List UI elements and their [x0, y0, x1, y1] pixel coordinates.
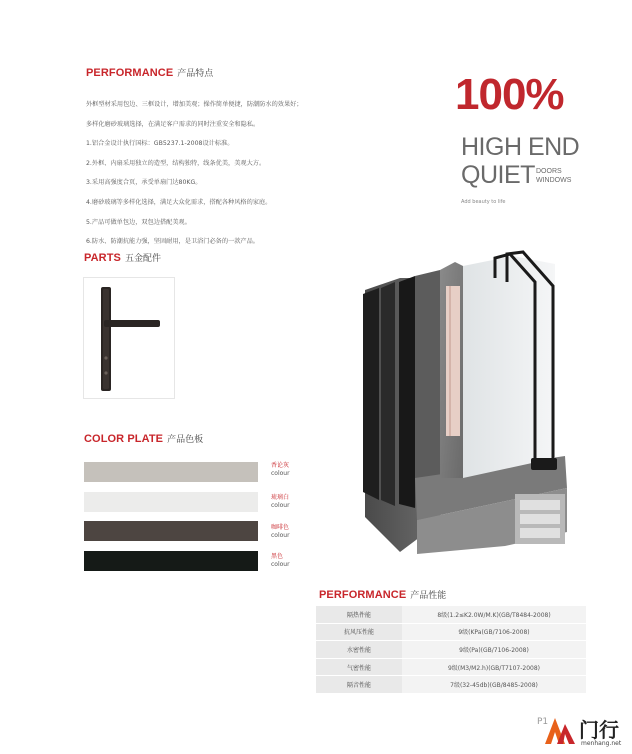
performance-table-heading-en: PERFORMANCE [319, 589, 407, 601]
parts-heading-en: PARTS [84, 252, 121, 264]
performance-table [316, 606, 586, 694]
feature-line: 4.磨砂玻璃等多样化选择，满足大众化需求，搭配各种风格的家庭。 [86, 198, 272, 206]
table-row [316, 658, 586, 676]
color-plate-heading-en: COLOR PLATE [84, 433, 164, 445]
logo-mark-icon [543, 716, 577, 746]
swatch-name-en: colour [271, 502, 290, 509]
swatch-coffee-label [271, 524, 290, 540]
swatch-coffee [84, 521, 258, 541]
swatch-name-en: colour [271, 532, 290, 539]
brand-doors: DOORS [536, 168, 562, 175]
table-row [316, 606, 586, 623]
door-handle-image [83, 277, 175, 399]
feature-line: 3.采用高强度合页，承受单扇门达80KG。 [86, 179, 202, 187]
logo-text-zh: 门行 [579, 718, 619, 742]
swatch-black [84, 551, 258, 571]
swatch-name-zh: 咖啡色 [271, 524, 290, 531]
table-row [316, 623, 586, 641]
table-value: 9级(KPa(GB/7106-2008) [402, 623, 586, 641]
window-profile-image [345, 242, 595, 562]
brand-100-percent: 100% [455, 70, 564, 119]
table-row [316, 641, 586, 659]
swatch-white-label [271, 494, 290, 510]
performance-heading [86, 66, 213, 79]
table-row [316, 676, 586, 694]
table-key: 抗风压性能 [316, 623, 402, 641]
parts-heading-zh: 五金配件 [124, 253, 161, 263]
swatch-grey-label [271, 462, 290, 478]
feature-line: 5.产品可做单包边，双包边搭配美观。 [86, 218, 191, 226]
feature-line: 多样化磨砂玻璃选择，在满足客户需求的同时注重安全和隐私。 [86, 120, 260, 128]
feature-line: 2.外框、内扇采用独立的造型，结构独特，线条优美，美观大方。 [86, 159, 266, 167]
brand-high-end: HIGH END [461, 133, 580, 161]
table-value: 8级(1.2≤K2.0W/M.K)(GB/T8484-2008) [402, 606, 586, 623]
table-key: 隔热件能 [316, 606, 402, 623]
brand-tagline: Add beauty to life [461, 199, 506, 205]
swatch-black-label [271, 553, 290, 569]
brand-quiet: QUIET [461, 161, 535, 189]
parts-heading [84, 251, 161, 264]
table-key: 水密性能 [316, 641, 402, 659]
performance-table-heading [319, 588, 446, 601]
table-value: 7级(32-45db)(GB/8485-2008) [402, 676, 586, 694]
page-number: P1 [537, 717, 549, 727]
brand-doors-windows [536, 167, 571, 185]
performance-feature-list [86, 95, 386, 252]
performance-heading-en: PERFORMANCE [86, 67, 174, 79]
table-value: 9级(Pa)(GB/7106-2008) [402, 641, 586, 659]
color-plate-heading [84, 432, 203, 445]
swatch-name-zh: 黑色 [271, 553, 284, 560]
table-key: 气密性能 [316, 658, 402, 676]
logo-text-en: menhang.net [581, 740, 622, 747]
table-value: 9级(M3/M2.h)(GB/T7107-2008) [402, 658, 586, 676]
feature-line: 1.铝合金设计执行国标：GB5237.1-2008设计标准。 [86, 140, 234, 148]
feature-line: 外框型材采用包边、三框设计，增加美观；操作简单便捷，防潮防水的效果好； [86, 101, 303, 108]
color-plate-heading-zh: 产品色板 [167, 434, 204, 444]
swatch-name-zh: 琉璃白 [271, 494, 290, 501]
swatch-grey [84, 462, 258, 482]
performance-heading-zh: 产品特点 [177, 68, 214, 78]
table-key: 隔音性能 [316, 676, 402, 694]
swatch-name-en: colour [271, 561, 290, 568]
brand-windows: WINDOWS [536, 177, 572, 184]
menhang-logo [543, 714, 631, 752]
door-handle-icon [84, 278, 174, 398]
swatch-white [84, 492, 258, 512]
performance-table-heading-zh: 产品性能 [410, 590, 447, 600]
swatch-name-zh: 香论灰 [271, 462, 290, 469]
swatch-name-en: colour [271, 470, 290, 477]
feature-line: 6.防水、防潮抗能力强，坚固耐用，是卫浴门必备的一款产品。 [86, 238, 259, 246]
